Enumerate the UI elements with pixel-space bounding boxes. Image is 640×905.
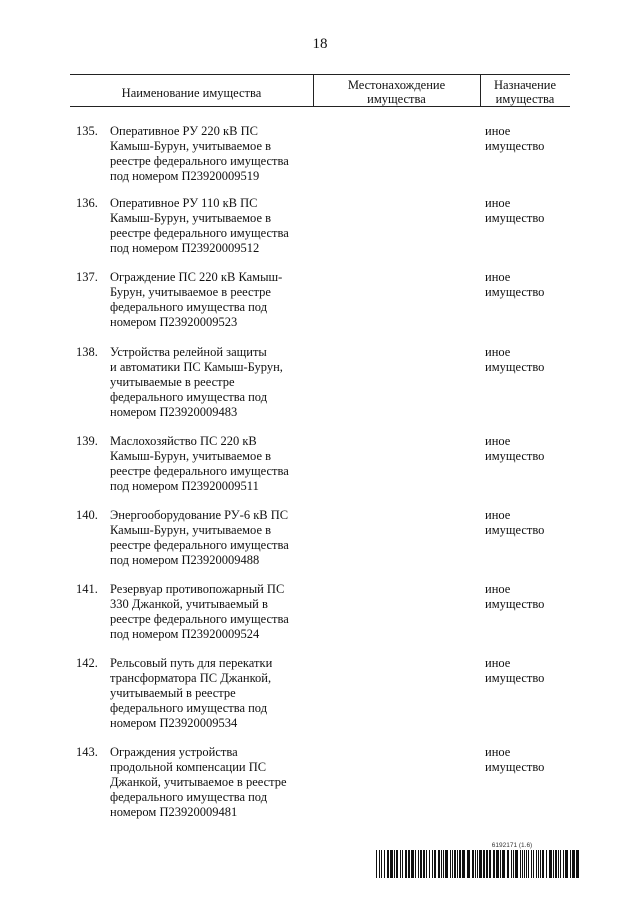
row-purpose: иное имущество: [485, 345, 545, 374]
row-purpose: иное имущество: [485, 745, 545, 774]
header-name: Наименование имущества: [121, 86, 262, 100]
row-property-name: Ограждение ПС 220 кВ Камыш- Бурун, учитываемое в реестре федерального имущества под номером П23920009523: [110, 270, 283, 329]
row-number: 135.: [76, 124, 98, 138]
row-purpose: иное имущество: [485, 508, 545, 537]
page-number: 18: [312, 36, 328, 52]
row-number: 139.: [76, 434, 98, 448]
row-number: 141.: [76, 582, 98, 596]
header-location: Местонахождение имущества: [347, 78, 446, 106]
row-property-name: Маслохозяйство ПС 220 кВ Камыш-Бурун, учитываемое в реестре федерального имущества под номером П23920009511: [110, 434, 289, 493]
document-code: 6192171 (1.6): [491, 842, 533, 849]
header-purpose: Назначение имущества: [493, 78, 556, 106]
row-property-name: Резервуар противопожарный ПС 330 Джанкой, учитываемый в реестре федерального имущества под номером П23920009524: [110, 582, 289, 641]
row-number: 138.: [76, 345, 98, 359]
row-purpose: иное имущество: [485, 124, 545, 153]
row-number: 136.: [76, 196, 98, 210]
row-property-name: Устройства релейной защиты и автоматики ПС Камыш-Бурун, учитываемые в реестре федерального имущества под номером П23920009483: [110, 345, 283, 419]
barcode-icon: [376, 850, 582, 878]
row-purpose: иное имущество: [485, 582, 545, 611]
row-property-name: Энергооборудование РУ-6 кВ ПС Камыш-Бурун, учитываемое в реестре федерального имущества под номером П23920009488: [110, 508, 289, 567]
row-purpose: иное имущество: [485, 434, 545, 463]
row-property-name: Оперативное РУ 220 кВ ПС Камыш-Бурун, учитываемое в реестре федерального имущества под номером П23920009519: [110, 124, 289, 183]
row-property-name: Рельсовый путь для перекатки трансформатора ПС Джанкой, учитываемый в реестре федерального имущества под номером П23920009534: [110, 656, 273, 730]
row-number: 142.: [76, 656, 98, 670]
row-number: 143.: [76, 745, 98, 759]
row-property-name: Ограждения устройства продольной компенсации ПС Джанкой, учитываемое в реестре федерального имущества под номером П23920009481: [110, 745, 287, 819]
row-property-name: Оперативное РУ 110 кВ ПС Камыш-Бурун, учитываемое в реестре федерального имущества под номером П23920009512: [110, 196, 289, 255]
header-bottom-rule: [70, 106, 570, 107]
header-top-rule: [70, 74, 570, 75]
row-purpose: иное имущество: [485, 270, 545, 299]
row-number: 140.: [76, 508, 98, 522]
row-number: 137.: [76, 270, 98, 284]
row-purpose: иное имущество: [485, 656, 545, 685]
row-purpose: иное имущество: [485, 196, 545, 225]
